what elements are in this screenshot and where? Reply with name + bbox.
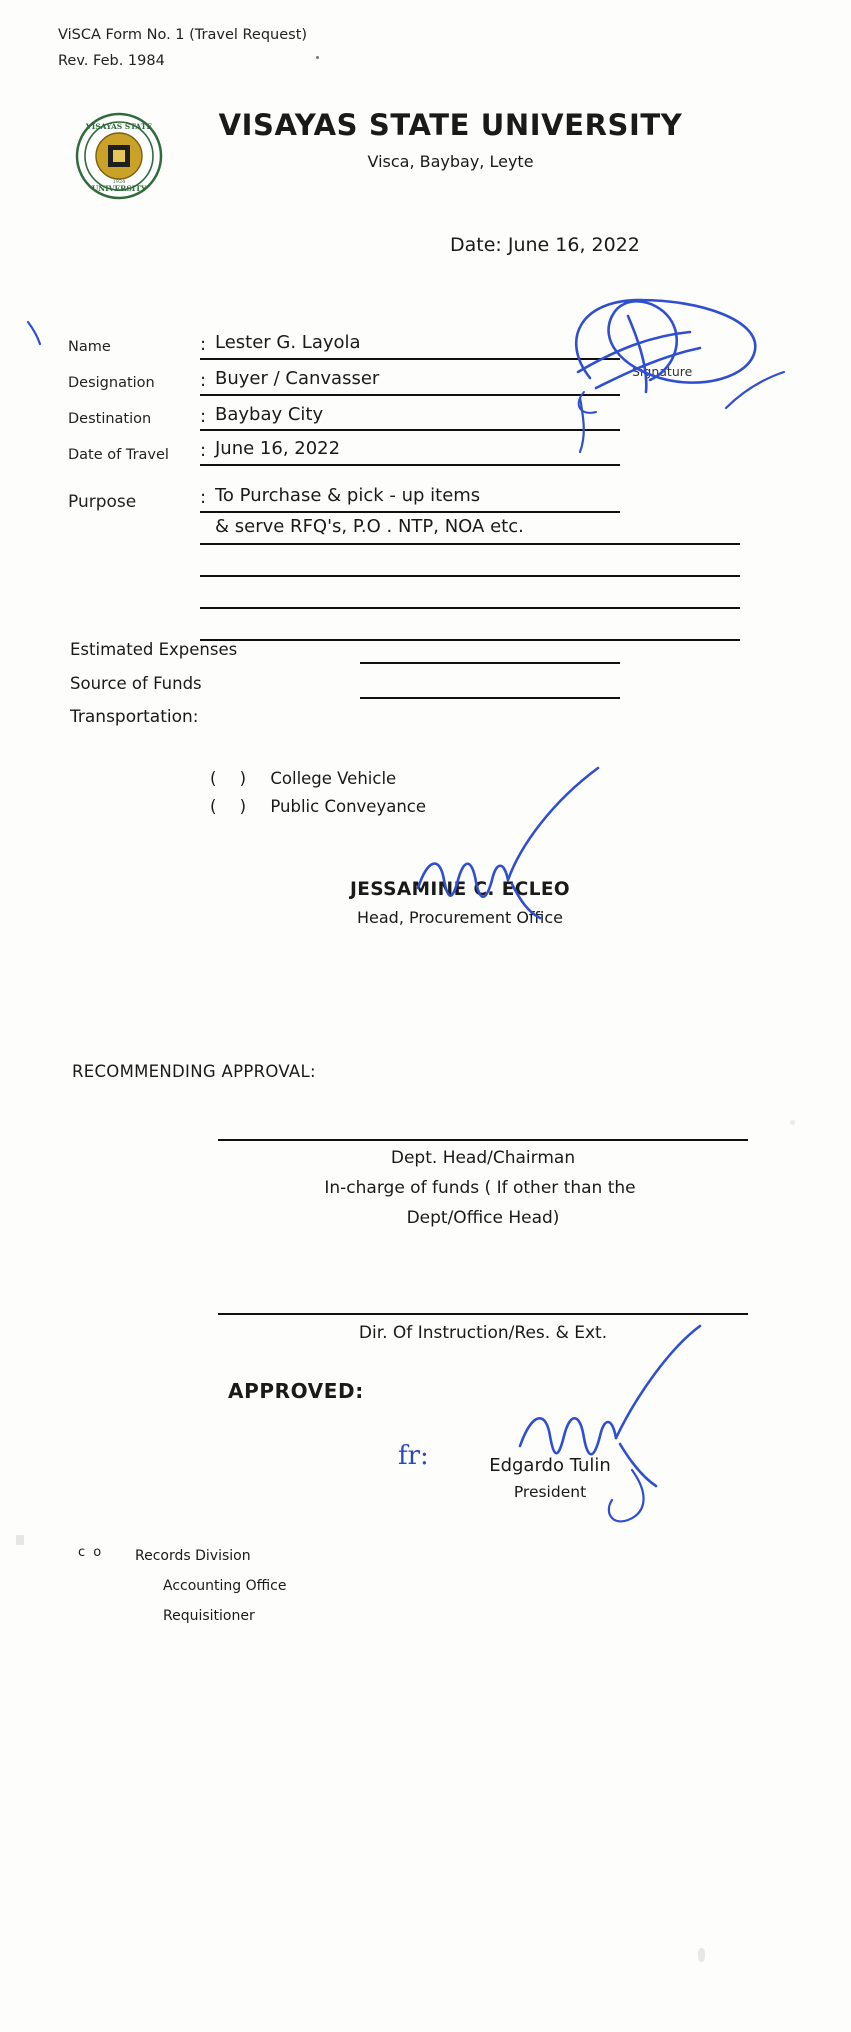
name-label: Name [68,339,111,355]
svg-text:1924: 1924 [112,179,126,185]
procurement-head-name: JESSAMINE C. ECLEO [349,879,571,900]
transport-option-label: College Vehicle [270,769,397,788]
svg-text:UNIVERSITY: UNIVERSITY [91,184,147,193]
stray-speck [16,1535,24,1545]
form-number: ViSCA Form No. 1 (Travel Request) [58,27,308,43]
designation-label: Designation [68,375,155,391]
director-rule [218,1313,748,1315]
date-of-travel-colon: : [200,440,207,461]
stray-speck [698,1948,705,1962]
destination-value: Baybay City [215,404,324,425]
stray-speck [316,56,319,59]
transport-option-public-conveyance[interactable] [210,797,426,816]
transportation-title: Transportation: [70,707,199,727]
university-address: Visca, Baybay, Leyte [367,152,534,171]
source-of-funds-label: Source of Funds [70,674,202,693]
dept-head-line2: In-charge of funds ( If other than the [324,1178,636,1198]
date-of-travel-rule [200,464,620,466]
name-colon: : [200,334,207,355]
purpose-value-line2: & serve RFQ's, P.O . NTP, NOA etc. [215,516,524,537]
purpose-colon: : [200,487,207,508]
svg-text:VISAYAS STATE: VISAYAS STATE [85,122,153,131]
form-revision: Rev. Feb. 1984 [58,53,165,69]
dept-head-line3: Dept/Office Head) [406,1208,560,1228]
cc-list [135,1541,287,1631]
destination-rule [200,429,620,431]
cc-item-records-division: Records Division [135,1548,251,1564]
purpose-rule-3 [200,575,740,577]
date-line: Date: June 16, 2022 [450,234,640,256]
purpose-label: Purpose [68,492,137,512]
designation-value: Buyer / Canvasser [215,368,380,389]
president-name: Edgardo Tulin [489,1455,611,1476]
president-role: President [513,1483,587,1501]
dept-head-rule [218,1139,748,1141]
purpose-value-line1: To Purchase & pick - up items [215,485,481,506]
purpose-rule-1 [200,511,620,513]
dept-head-line1: Dept. Head/Chairman [390,1148,576,1168]
signature-label: Signature [632,364,693,379]
stray-speck [790,1120,795,1125]
designation-colon: : [200,370,207,391]
cc-item-requisitioner: Requisitioner [163,1608,255,1624]
approved-label: APPROVED: [228,1379,364,1403]
university-name: VISAYAS STATE UNIVERSITY [218,108,683,142]
cc-item-accounting-office: Accounting Office [163,1578,287,1594]
checkbox-college-vehicle[interactable]: ( ) [210,769,256,788]
purpose-rule-4 [200,607,740,609]
cc-tag: c o [78,1545,104,1560]
date-of-travel-label: Date of Travel [68,447,169,463]
fr-annotation: fr: [398,1441,429,1471]
transport-option-label: Public Conveyance [270,797,426,816]
name-rule [200,358,620,360]
purpose-rule-5 [200,639,740,641]
checkbox-public-conveyance[interactable]: ( ) [210,797,256,816]
source-of-funds-rule [360,697,620,699]
estimated-expenses-rule [360,662,620,664]
designation-rule [200,394,620,396]
name-value: Lester G. Layola [215,332,361,353]
director-line1: Dir. Of Instruction/Res. & Ext. [358,1323,608,1343]
destination-label: Destination [68,411,152,427]
destination-colon: : [200,406,207,427]
procurement-head-role: Head, Procurement Office [356,908,564,927]
date-of-travel-value: June 16, 2022 [215,438,341,459]
form-meta [58,22,307,74]
recommending-approval-label: RECOMMENDING APPROVAL: [72,1062,316,1081]
transport-option-college-vehicle[interactable] [210,769,396,788]
estimated-expenses-label: Estimated Expenses [70,640,238,659]
purpose-rule-2 [200,543,740,545]
